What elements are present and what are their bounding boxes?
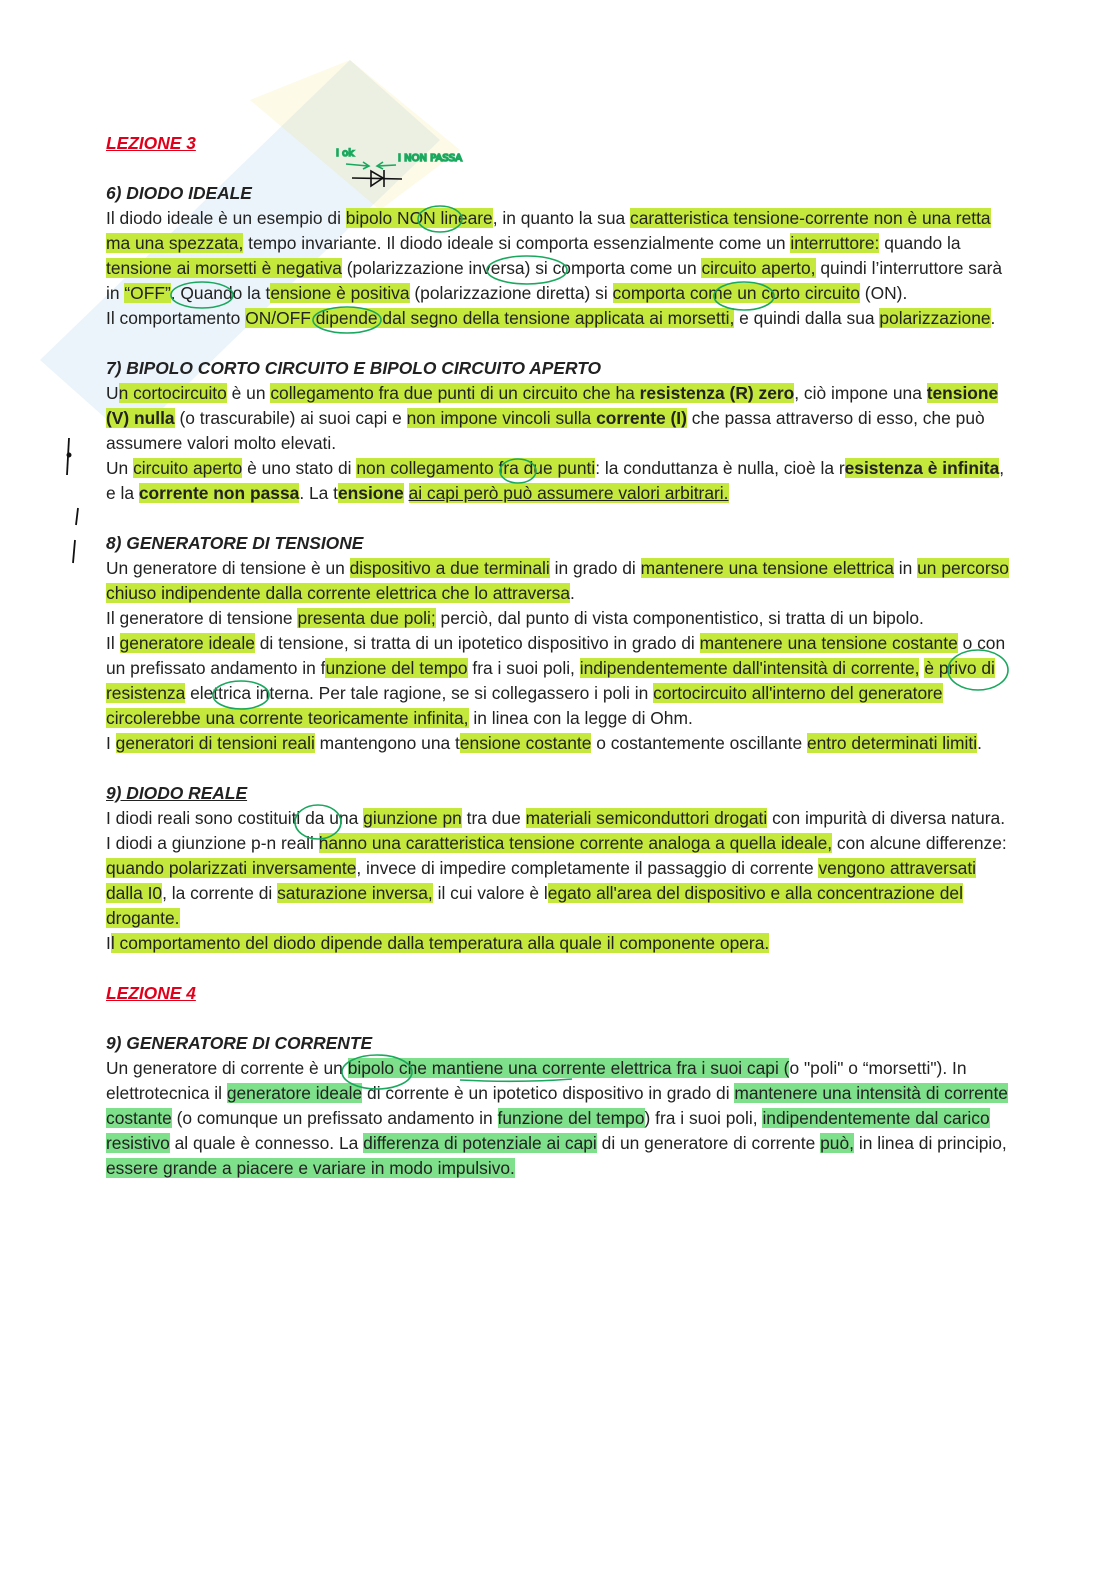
paragraph: Il comportamento ON/OFF dipende dal segno della tensione applicata ai morsetti, e quindi dalla sua polarizzazione. xyxy=(106,308,996,328)
section-generatore-tensione xyxy=(106,531,1016,756)
paragraph: Un generatore di corrente è un bipolo che mantiene una corrente elettrica fra i suoi capi (o "poli" o “morsetti"). In elettrotecnica il generatore ideale di corrente è un ipotetico dispositivo in grado di mantenere una intensità di corrente costante (o comunque un prefissato andamento in funzione del tempo) fra i suoi poli, indipendentemente dal carico resistivo al quale è connesso. La differenza di potenziale ai capi di un generatore di corrente può, in linea di principio, essere grande a piacere e variare in modo impulsivo. xyxy=(106,1058,1008,1178)
section-diodo-reale xyxy=(106,781,1016,956)
paragraph: I generatori di tensioni reali mantengono una tensione costante o costantemente oscillante entro determinati limiti. xyxy=(106,733,982,753)
section-bipolo-corto-circuito xyxy=(106,356,1016,506)
paragraph: I diodi reali sono costituiti da una giunzione pn tra due materiali semiconduttori drogati con impurità di diversa natura. xyxy=(106,808,1006,828)
paragraph: Un circuito aperto è uno stato di non collegamento fra due punti: la conduttanza è nulla, cioè la resistenza è infinita, e la corrente non passa. La tensione ai capi però può assumere valori arbitrari. xyxy=(106,458,1005,503)
section-title: 9) GENERATORE DI CORRENTE xyxy=(106,1033,373,1053)
section-diodo-ideale xyxy=(106,181,1016,331)
paragraph: I diodi a giunzione p-n reali hanno una caratteristica tensione corrente analoga a quella ideale, con alcune differenze: quando polarizzati inversamente, invece di impedire completamente il passaggio di corrente vengono attraversati dalla I0, la corrente di saturazione inversa, il cui valore è legato all'area del dispositivo e alla concentrazione del drogante. xyxy=(106,833,1007,928)
section-generatore-corrente xyxy=(106,1031,1016,1181)
paragraph: Il generatore di tensione presenta due poli; perciò, dal punto di vista componentistico, si tratta di un bipolo. xyxy=(106,608,924,628)
section-title: 6) DIODO IDEALE xyxy=(106,183,252,203)
paragraph: Il comportamento del diodo dipende dalla temperatura alla quale il componente opera. xyxy=(106,933,770,953)
document-body xyxy=(106,131,1016,1206)
diode-note-right: I NON PASSA xyxy=(398,153,463,164)
margin-marks xyxy=(67,438,78,563)
paragraph: Il diodo ideale è un esempio di bipolo NON lineare, in quanto la sua caratteristica tensione-corrente non è una retta ma una spezzata, tempo invariante. Il diodo ideale si comporta essenzialmente come un interruttore: quando la tensione ai morsetti è negativa (polarizzazione inversa) si comporta come un circuito aperto, quindi l’interruttore sarà in “OFF”. Quando la tensione è positiva (polarizzazione diretta) si comporta come un corto circuito (ON). xyxy=(106,208,1003,303)
paragraph: Un generatore di tensione è un dispositivo a due terminali in grado di mantenere una tensione elettrica in un percorso chiuso indipendente dalla corrente elettrica che lo attraversa. xyxy=(106,558,1009,603)
lesson-4-heading: LEZIONE 4 xyxy=(106,983,196,1003)
lesson-3-heading: LEZIONE 3 xyxy=(106,133,196,153)
diode-note-left: I ok xyxy=(336,148,355,159)
paragraph: Il generatore ideale di tensione, si tratta di un ipotetico dispositivo in grado di mantenere una tensione costante o con un prefissato andamento in funzione del tempo fra i suoi poli, indipendentemente dall'intensità di corrente, è privo di resistenza elettrica interna. Per tale ragione, se si collegassero i poli in cortocircuito all'interno del generatore circolerebbe una corrente teoricamente infinita, in linea con la legge di Ohm. xyxy=(106,633,1006,728)
section-title: 7) BIPOLO CORTO CIRCUITO E BIPOLO CIRCUITO APERTO xyxy=(106,358,602,378)
section-title: 9) DIODO REALE xyxy=(106,783,248,803)
section-title: 8) GENERATORE DI TENSIONE xyxy=(106,533,364,553)
paragraph: Un cortocircuito è un collegamento fra due punti di un circuito che ha resistenza (R) zero, ciò impone una tensione (V) nulla (o trascurabile) ai suoi capi e non impone vincoli sulla corrente (I) che passa attraverso di esso, che può assumere valori molto elevati. xyxy=(106,383,999,453)
